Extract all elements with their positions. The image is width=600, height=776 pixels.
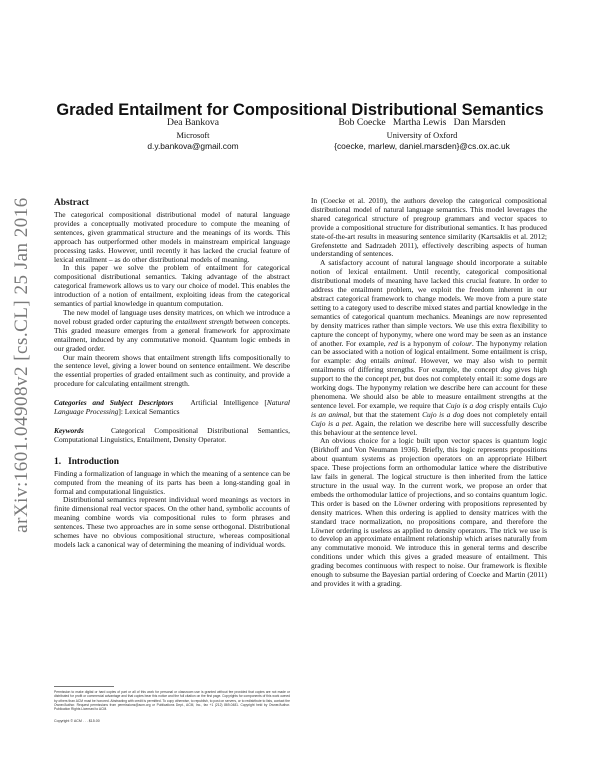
abstract-paragraph: The new model of language uses density matrices, on which we introduce a novel robust graded order capturing the entailment strength between concepts. This graded measure emerges from a general framework for approximate entailment, induced by any commutative monoid. Quantum logic embeds in our graded order. bbox=[54, 307, 291, 353]
permission-notice: Permission to make digital or hard copies of part or all of this work for personal or classroom use is granted without fee provided that copies are not made or distributed for profit or commercial advantage and that copies bear this notice and the full citation on the first page. Copyrights for components of this work owned by others than ACM must be honored. Abstracting with credit is permitted. To copy otherwise, to republish, to post on servers, or to redistribute to lists, contact the Owner/Author. Request permissions from permissions@acm.org or Publications Dept., ACM, Inc., fax +1 (212) 869-0481. Copyright held by Owner/Author. Publication Rights Licensed to ACM. bbox=[54, 690, 290, 712]
footnote-permissions bbox=[54, 686, 290, 724]
copyright-line: Copyright © ACM . . . $15.00 bbox=[54, 719, 100, 724]
author-affiliation: University of Oxford bbox=[386, 131, 458, 140]
keywords: Keywords Categorical Compositional Distributional Semantics, Computational Linguistics, Entailment, Density Operator. bbox=[54, 425, 292, 444]
intro-paragraph: Distributional semantics represent individual word meanings as vectors in finite dimensional real vector spaces. On the other hand, symbolic accounts of meaning combine words via compositional rules to form phrases and sentences. These two approaches are in some sense orthogonal. Distributional schemes have no obvious compositional structure, whereas compositional models lack a canonical way of determining the meaning of individual words. bbox=[54, 495, 290, 549]
abstract-heading: Abstract bbox=[54, 198, 89, 208]
abstract-paragraph: Our main theorem shows that entailment strength lifts compositionally to the sentence level, giving a lower bound on sentence entailment. We describe the essential properties of graded entailment such as continuity, and provide a procedure for calculating entailment strength. bbox=[54, 352, 290, 389]
footnote-rule bbox=[54, 686, 114, 687]
body-paragraph: A satisfactory account of natural language should incorporate a suitable notion of lexical entailment. Until recently, categorical compositional distributional models of meaning have lacked this crucial feature. In order to address the entailment problem, we exploit the freedom inherent in our abstract categorical framework to change models. We move from a pure state setting to a category used to describe mixed states and partial knowledge in the semantics of categorical quantum mechanics. Meanings are now represented by density matrices rather than simple vectors. We use this extra flexibility to capture the concept of hyponymy, where one word may be seen as an instance of another. For example, red is a hyponym of colour. The hyponymy relation can be associated with a notion of logical entailment. Some entailment is crisp, for example: dog entails animal. However, we may also wish to permit entailments of differing strengths. For example, the concept dog gives high support to the the concept pet, but does not completely entail it: some dogs are working dogs. The hyponymy relation we describe here can account for these phenomena. We should also be able to measure entailment strengths at the sentence level. For example, we require that Cujo is a dog crisply entails Cujo is an animal, but that the statement Cujo is a dog does not completely entail Cujo is a pet. Again, the relation we describe here will successfully describe this behaviour at the sentence level. bbox=[311, 258, 548, 437]
author-email[interactable]: {coecke, marlew, daniel.marsden}@cs.ox.ac.uk bbox=[334, 141, 510, 151]
author-block-oxford bbox=[300, 117, 544, 152]
arxiv-stamp: arXiv:1601.04908v2 [cs.CL] 25 Jan 2016 bbox=[11, 197, 33, 533]
author-block-microsoft bbox=[108, 117, 278, 152]
abstract-paragraph: The categorical compositional distributional model of natural language provides a conceptually motivated procedure to compute the meaning of sentences, given grammatical structure and the meanings of its words. This approach has outperformed other models in mainstream empirical language processing tasks. However, until recently it has lacked the crucial feature of lexical entailment – as do other distributional models of meaning. bbox=[54, 210, 290, 264]
intro-paragraph: Finding a formalization of language in which the meaning of a sentence can be computed from the meaning of its parts has been a long-standing goal in formal and computational linguistics. bbox=[54, 468, 290, 496]
author-affiliation: Microsoft bbox=[176, 131, 210, 140]
section-heading-introduction: 1. Introduction bbox=[54, 456, 119, 467]
author-names: Dea Bankova bbox=[167, 117, 219, 128]
author-email[interactable]: d.y.bankova@gmail.com bbox=[147, 141, 239, 151]
left-column bbox=[54, 197, 290, 550]
body-paragraph: An obvious choice for a logic built upon vector spaces is quantum logic (Birkhoff and Von Neumann 1936). Briefly, this logic represents propositions about quantum systems as projection operators on an appropriate Hilbert space. These projections form an orthomodular lattice where the distributive law fails in general. The logical structure is then inherited from the lattice structure in the usual way. In the current work, we propose an order that embeds the orthomodular lattice of projections, and so contains quantum logic. This order is based on the Löwner ordering with propositions represented by density matrices. When this ordering is applied to density matrices with the standard trace normalization, no propositions compare, and therefore the Löwner ordering is useless as applied to density operators. The trick we use is to develop an approximate entailment relationship which arises naturally from any commutative monoid. We introduce this in general terms and describe conditions under which this gives a graded measure of entailment. This grading becomes continuous with respect to noise. Our framework is flexible enough to subsume the Bayesian partial ordering of Coecke and Martin (2011) and provides it with a grading. bbox=[311, 436, 547, 588]
categories-descriptors: Categories and Subject Descriptors Artificial Intelligence [Natural Language Processing]: Lexical Semantics bbox=[54, 398, 291, 417]
body-paragraph: In (Coecke et al. 2010), the authors develop the categorical compositional distributional model of natural language semantics. This model leverages the shared categorical structure of pregroup grammars and vector spaces to provide a compositional structure for distributional semantics. It has produced state-of-the-art results in measuring sentence similarity (Kartsaklis et al. 2012; Grefenstette and Sadrzadeh 2011), effectively describing aspects of human understanding of sentences. bbox=[311, 196, 547, 259]
paper-title: Graded Entailment for Compositional Distributional Semantics bbox=[56, 101, 544, 119]
author-names: Bob Coecke Martha Lewis Dan Marsden bbox=[338, 117, 506, 128]
abstract-paragraph: In this paper we solve the problem of entailment for categorical compositional distributional semantics. Taking advantage of the abstract categorical framework allows us to vary our choice of model. This enables the introduction of a notion of entailment, exploiting ideas from the categorical semantics of partial knowledge in quantum computation. bbox=[54, 263, 290, 309]
right-column bbox=[311, 197, 547, 589]
